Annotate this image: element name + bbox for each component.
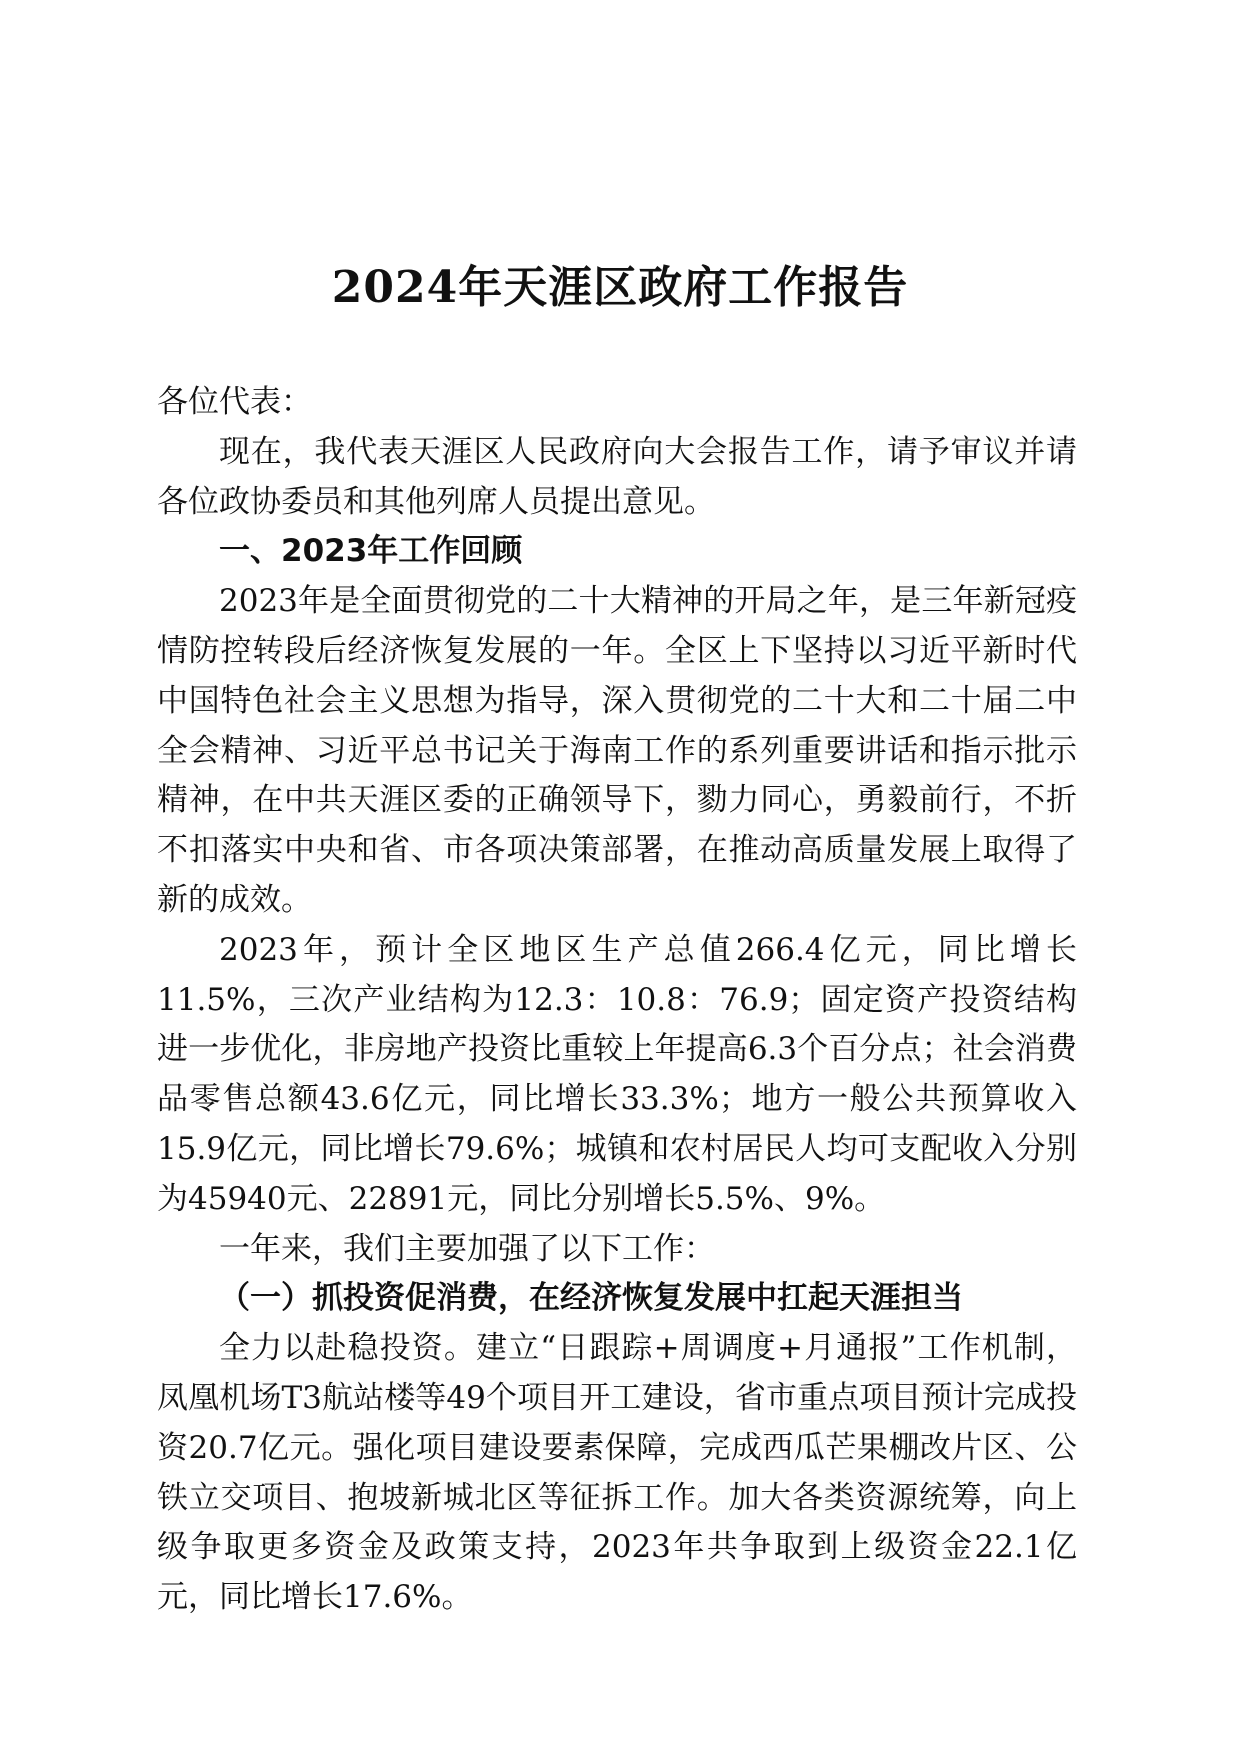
page-title: 2024年天涯区政府工作报告: [331, 262, 909, 313]
paragraph: 2023年是全面贯彻党的二十大精神的开局之年，是三年新冠疫情防控转段后经济恢复发展的一年。全区上下坚持以习近平新时代中国特色社会主义思想为指导，深入贯彻党的二十大和二十届二中全会精神、习近平总书记关于海南工作的系列重要讲话和指示批示精神，在中共天涯区委的正确领导下，勠力同心，勇毅前行，不折不扣落实中央和省、市各项决策部署，在推动高质量发展上取得了新的成效。: [157, 583, 1077, 918]
paragraph: 全力以赴稳投资。建立“日跟踪+周调度+月通报”工作机制，凤凰机场T3航站楼等49个项目开工建设，省市重点项目预计完成投资20.7亿元。强化项目建设要素保障，完成西瓜芒果棚改片区、公铁立交项目、抱坡新城北区等征拆工作。加大各类资源统筹，向上级争取更多资金及政策支持，2023年共争取到上级资金22.1亿元，同比增长17.6%。: [157, 1330, 1077, 1616]
paragraph: 2023年，预计全区地区生产总值266.4亿元，同比增长11.5%，三次产业结构为12.3：10.8：76.9；固定资产投资结构进一步优化，非房地产投资比重较上年提高6.3个百分点；社会消费品零售总额43.6亿元，同比增长33.3%；地方一般公共预算收入15.9亿元，同比增长79.6%；城镇和农村居民人均可支配收入分别为45940元、22891元，同比分别增长5.5%、9%。: [157, 931, 1077, 1217]
salutation: 各位代表：: [157, 384, 312, 420]
paragraph: 一年来，我们主要加强了以下工作：: [219, 1230, 715, 1267]
subsection-heading: （一）抓投资促消费，在经济恢复发展中扛起天涯担当: [219, 1280, 963, 1317]
section-heading: 一、2023年工作回顾: [219, 533, 523, 570]
document-body: [157, 378, 1077, 1623]
intro-paragraph: 现在，我代表天涯区人民政府向大会报告工作，请予审议并请各位政协委员和其他列席人员提出意见。: [157, 433, 1077, 520]
